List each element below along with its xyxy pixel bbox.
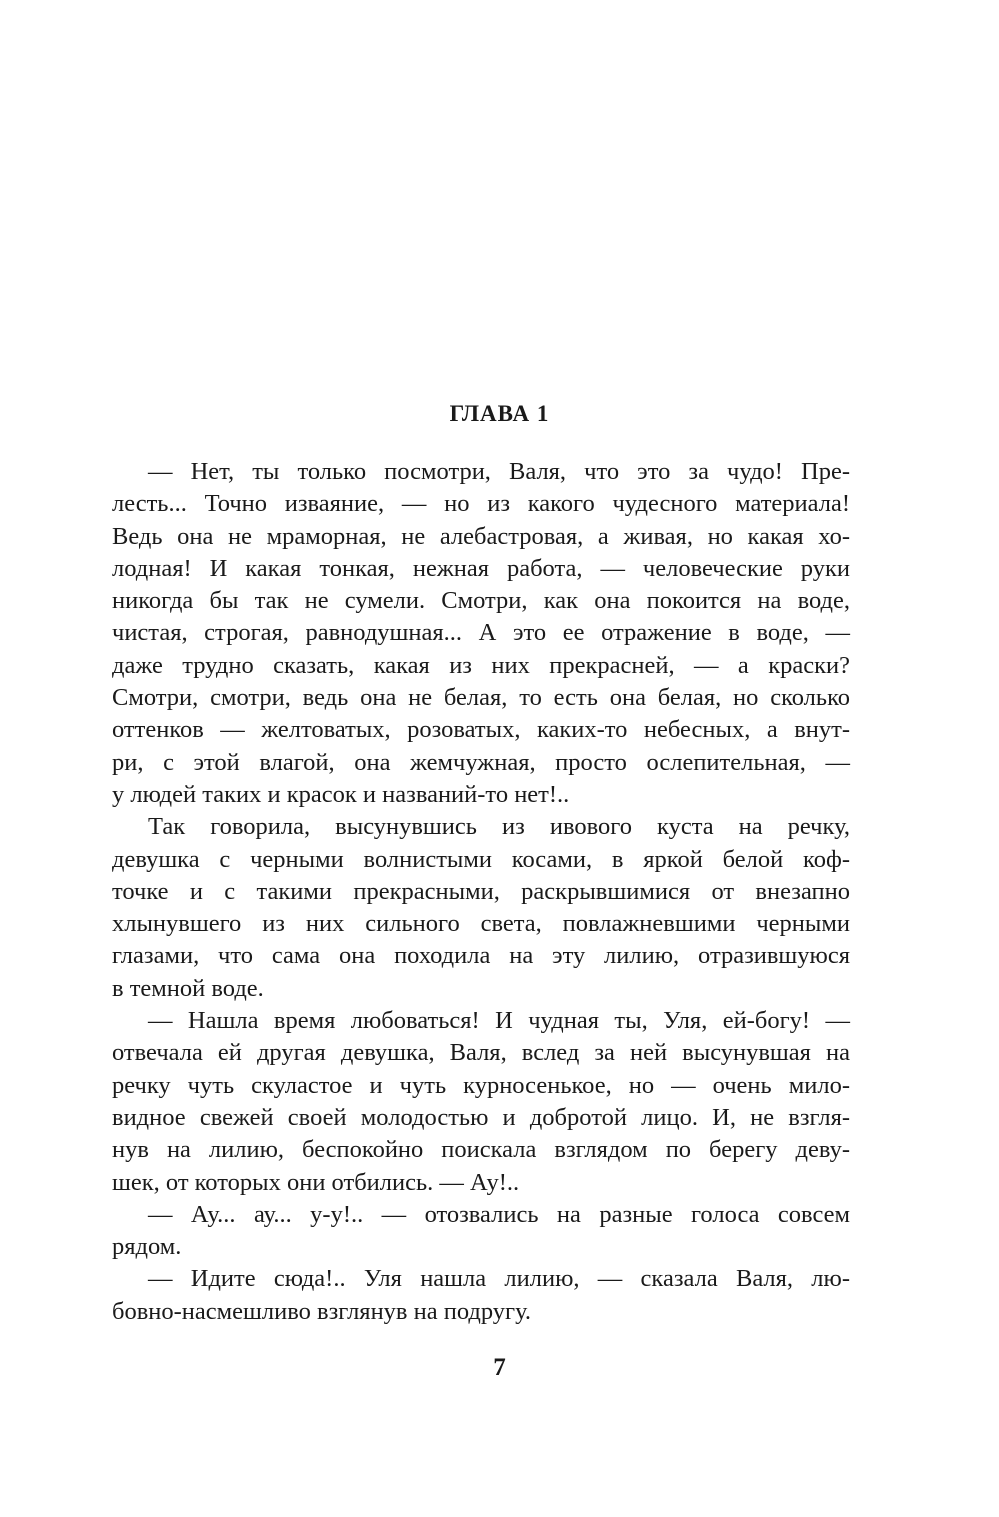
text-line: даже трудно сказать, какая из них прекрасней, — а краски? — [112, 651, 850, 679]
text-line: Смотри, смотри, ведь она не белая, то есть она белая, но сколько — [112, 684, 850, 712]
text-line: рядом. — [112, 1233, 182, 1261]
text-line: Ведь она не мраморная, не алебастровая, а живая, но какая хо- — [112, 522, 850, 550]
text-line: — Нашла время любоваться! И чудная ты, Уля, ей-богу! — — [148, 1007, 850, 1035]
text-line: в темной воде. — [112, 974, 264, 1002]
text-line: хлынувшего из них сильного света, повлажневшими черными — [112, 910, 850, 938]
text-line: нув на лилию, беспокойно поискала взглядом по берегу деву- — [112, 1136, 850, 1164]
text-line: отвечала ей другая девушка, Валя, вслед за ней высунувшая на — [112, 1039, 850, 1067]
text-line: у людей таких и красок и названий-то нет!.. — [112, 780, 570, 808]
text-line: чистая, строгая, равнодушная... А это ее отражение в воде, — — [112, 619, 850, 647]
text-line: точке и с такими прекрасными, раскрывшимися от внезапно — [112, 877, 850, 905]
body-text — [112, 456, 850, 1328]
text-line: никогда бы так не сумели. Смотри, как она покоится на воде, — [112, 587, 850, 615]
text-line: — Нет, ты только посмотри, Валя, что это за чудо! Пре- — [148, 458, 850, 485]
text-line: девушка с черными волнистыми косами, в яркой белой коф- — [112, 845, 850, 873]
chapter-title: ГЛАВА 1 — [449, 401, 550, 426]
text-line: лодная! И какая тонкая, нежная работа, — человеческие руки — [112, 554, 850, 582]
text-line: речку чуть скуластое и чуть курносенькое, но — очень мило- — [112, 1071, 850, 1099]
text-line: лесть... Точно изваяние, — но из какого чудесного материала! — [112, 490, 850, 518]
text-line: шек, от которых они отбились. — Ау!.. — [112, 1168, 520, 1196]
text-line: — Идите сюда!.. Уля нашла лилию, — сказала Валя, лю- — [148, 1265, 850, 1293]
text-line: оттенков — желтоватых, розоватых, каких-то небесных, а внут- — [112, 716, 850, 744]
page-number: 7 — [493, 1354, 506, 1381]
text-line: ри, с этой влагой, она жемчужная, просто ослепительная, — — [112, 748, 850, 776]
text-line: Так говорила, высунувшись из ивового куста на речку, — [148, 813, 850, 841]
text-line: — Ау... ау... у-у!.. — отозвались на разные голоса совсем — [148, 1200, 850, 1228]
text-line: видное свежей своей молодостью и добротой лицо. И, не взгля- — [112, 1103, 850, 1131]
text-line: бовно-насмешливо взглянув на подругу. — [112, 1297, 532, 1325]
text-line: глазами, что сама она походила на эту лилию, отразившуюся — [112, 942, 850, 970]
